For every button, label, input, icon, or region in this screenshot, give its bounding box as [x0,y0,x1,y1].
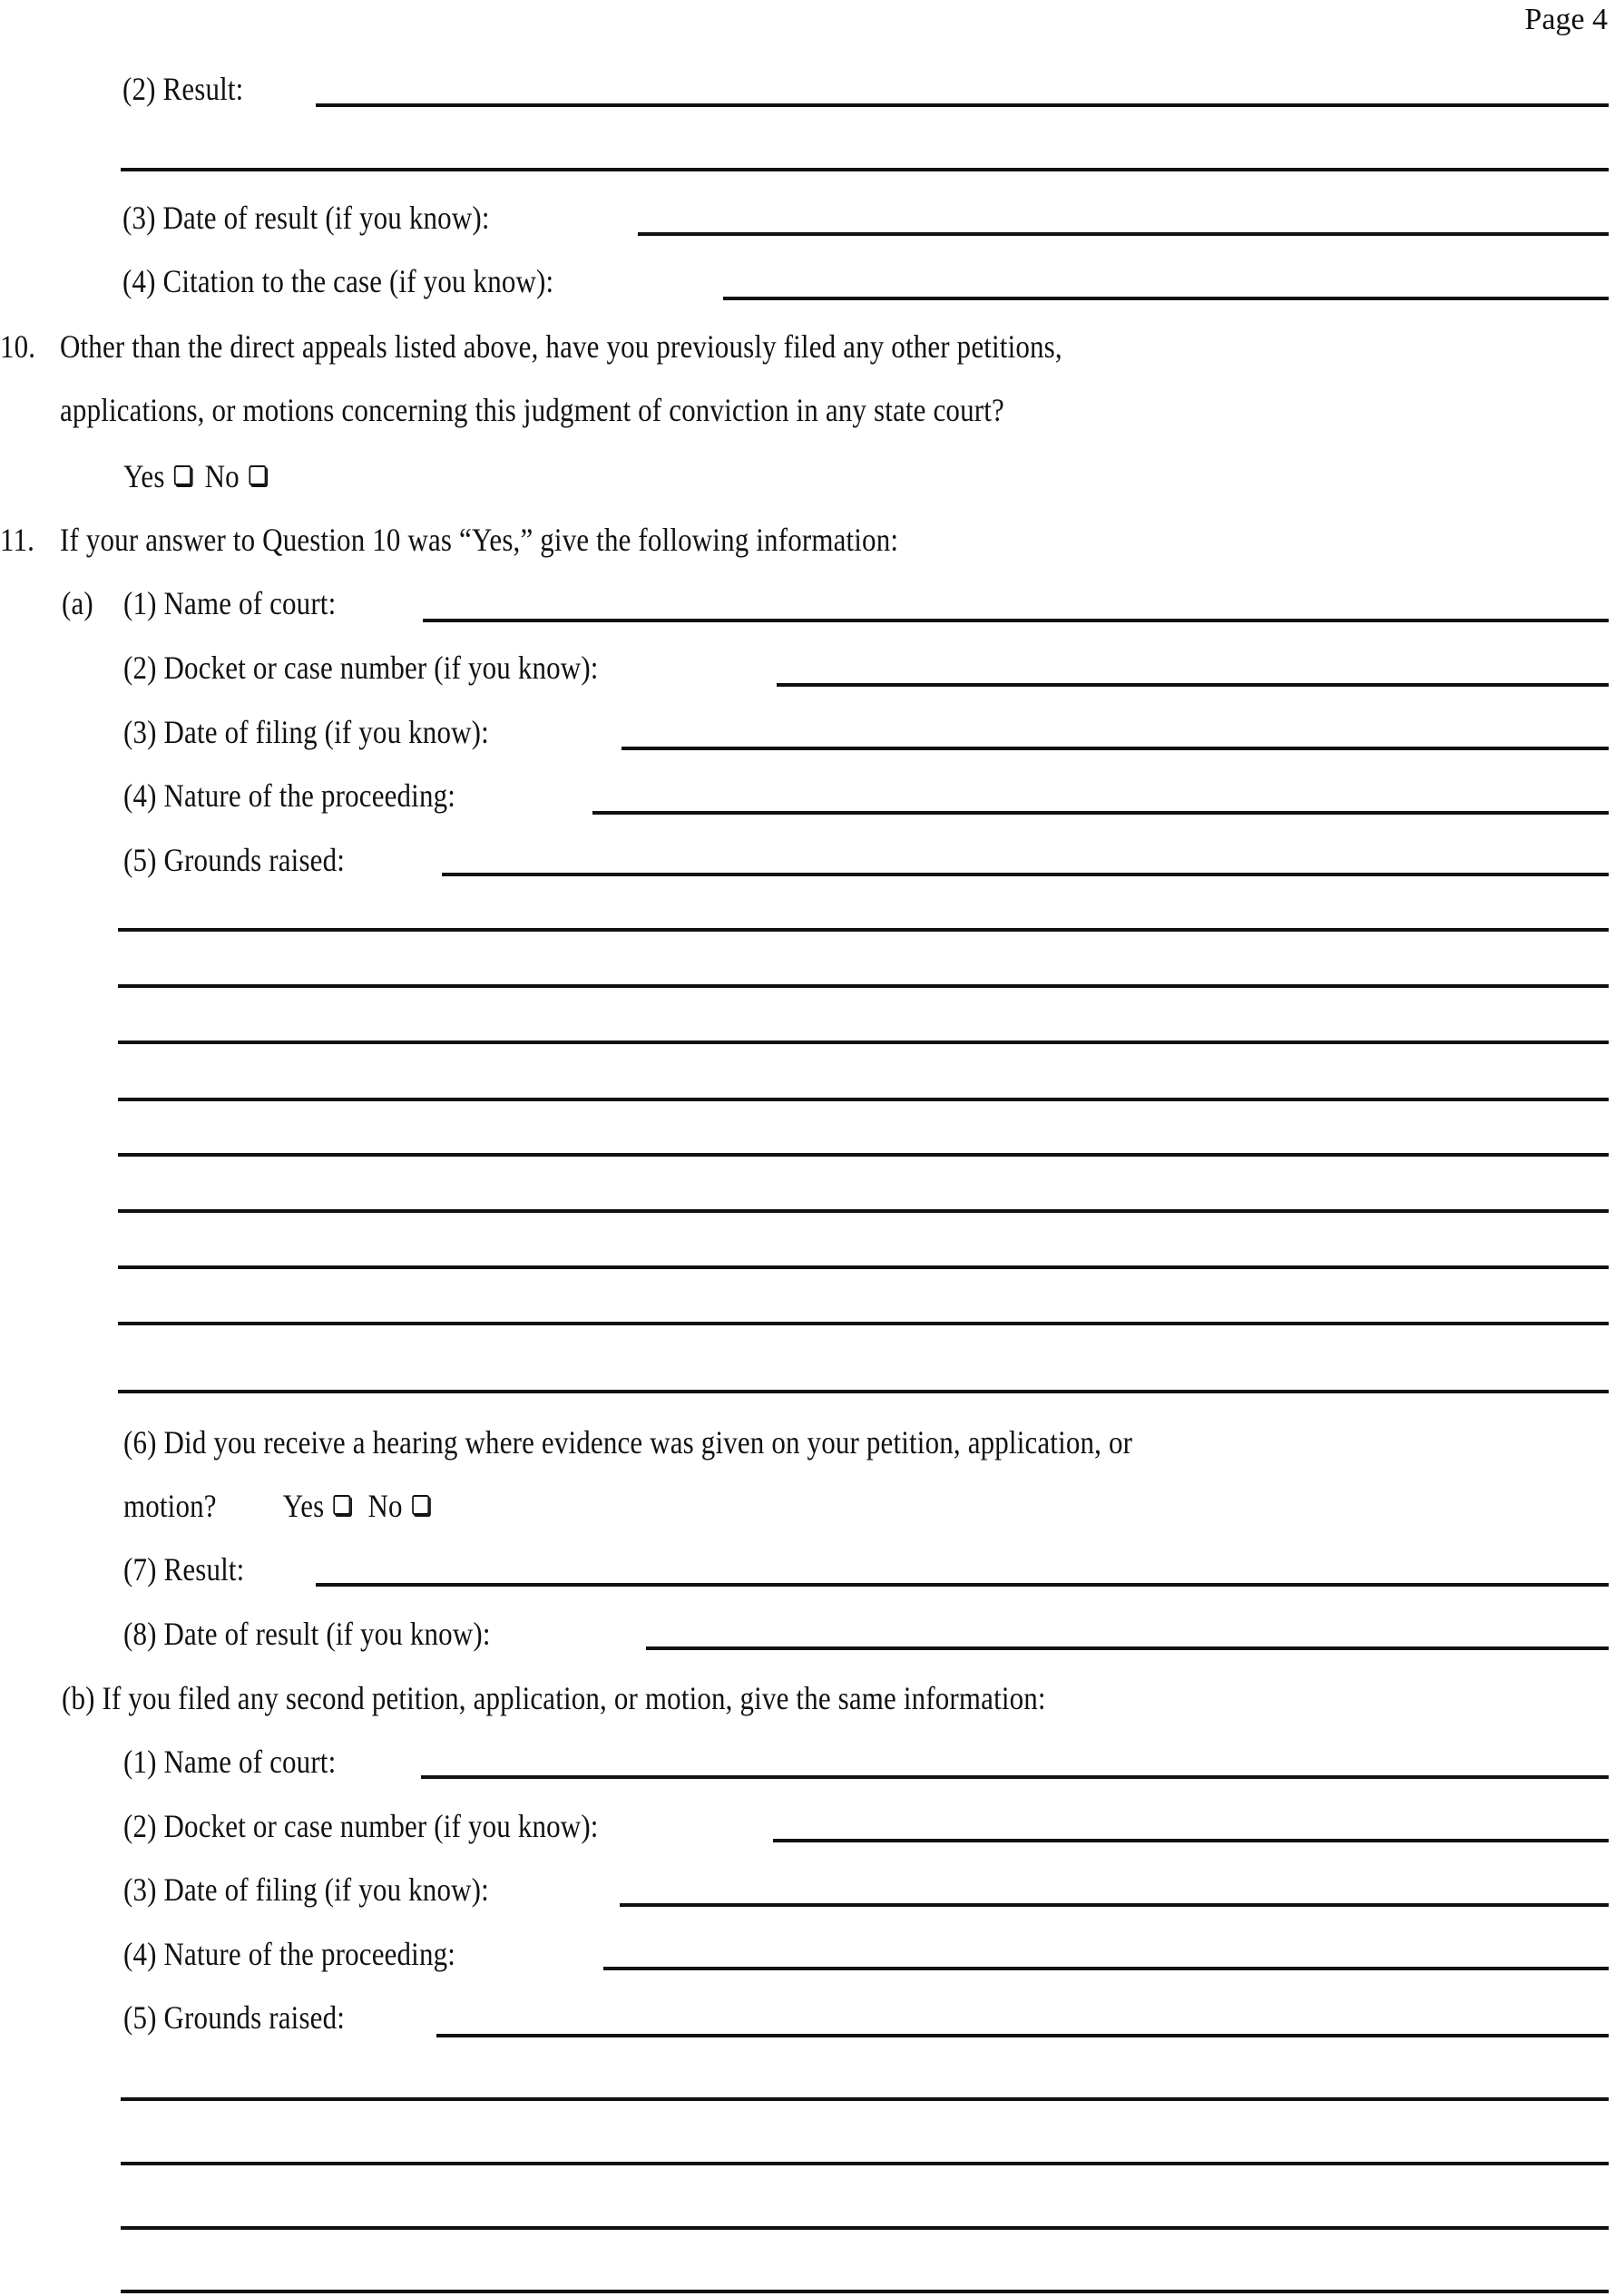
a-grounds-line[interactable] [118,1098,1609,1101]
citation-label: (4) Citation to the case (if you know): [122,263,554,299]
result-field[interactable] [316,103,1609,107]
a-grounds-line[interactable] [118,1265,1609,1269]
q10-number: 10. [0,328,36,365]
a-date-result-label: (8) Date of result (if you know): [123,1616,491,1652]
q10-text-line1: Other than the direct appeals listed above, have you previously filed any other petitions, [60,328,1062,365]
a-grounds-label: (5) Grounds raised: [123,842,346,878]
a-result-label: (7) Result: [123,1551,245,1588]
b-court-field[interactable] [421,1775,1609,1779]
b-grounds-line[interactable] [121,2097,1609,2101]
b-nature-field[interactable] [603,1967,1609,1970]
q10-options [123,458,272,494]
b-grounds-line[interactable] [121,2162,1609,2165]
a-court-field[interactable] [423,619,1609,622]
b-grounds-field[interactable] [436,2034,1609,2037]
b-filing-field[interactable] [620,1903,1609,1907]
a-nature-field[interactable] [592,811,1609,815]
q10-yes-label: Yes [123,458,165,494]
q10-yes-checkbox[interactable] [174,465,191,485]
date-of-result-field[interactable] [638,232,1609,236]
a-nature-label: (4) Nature of the proceeding: [123,777,456,814]
a-docket-field[interactable] [777,683,1609,687]
q10-no-label: No [204,458,240,494]
a-hearing-no-checkbox[interactable] [412,1495,429,1515]
b-docket-field[interactable] [773,1839,1609,1842]
a-hearing-yes-checkbox[interactable] [334,1495,351,1515]
b-nature-label: (4) Nature of the proceeding: [123,1936,456,1972]
a-hearing-line2-group [123,1488,436,1524]
result-label: (2) Result: [122,71,244,107]
a-date-result-field[interactable] [646,1646,1609,1650]
b-court-label: (1) Name of court: [123,1744,337,1780]
a-grounds-line[interactable] [118,984,1609,988]
a-court-label: (1) Name of court: [123,585,337,621]
q10-no-checkbox[interactable] [249,465,266,485]
a-hearing-no-label: No [367,1488,403,1524]
b-intro: (b) If you filed any second petition, application, or motion, give the same information: [62,1680,1046,1716]
a-grounds-field[interactable] [442,873,1609,876]
b-docket-label: (2) Docket or case number (if you know): [123,1808,599,1844]
q10-text-line2: applications, or motions concerning this judgment of conviction in any state court? [60,392,1004,428]
page-number: Page 4 [1524,3,1608,36]
a-docket-label: (2) Docket or case number (if you know): [123,650,599,686]
a-grounds-line[interactable] [118,1153,1609,1157]
b-filing-label: (3) Date of filing (if you know): [123,1871,489,1908]
a-grounds-line[interactable] [118,1041,1609,1044]
date-of-result-label: (3) Date of result (if you know): [122,200,490,236]
a-hearing-yes-label: Yes [282,1488,325,1524]
a-grounds-line[interactable] [118,1390,1609,1393]
q11-number: 11. [0,522,35,558]
a-hearing-line1: (6) Did you receive a hearing where evidence was given on your petition, application, or [123,1424,1133,1461]
b-grounds-line[interactable] [121,2226,1609,2230]
q11-text: If your answer to Question 10 was “Yes,” give the following information: [60,522,899,558]
citation-field[interactable] [723,297,1609,300]
a-grounds-line[interactable] [118,1322,1609,1325]
a-filing-field[interactable] [622,747,1609,750]
b-grounds-label: (5) Grounds raised: [123,1999,346,2036]
b-grounds-line[interactable] [121,2290,1609,2293]
a-filing-label: (3) Date of filing (if you know): [123,714,489,750]
result-field-continued[interactable] [121,168,1609,171]
a-grounds-line[interactable] [118,928,1609,932]
a-hearing-line2: motion? [123,1488,217,1524]
a-result-field[interactable] [316,1583,1609,1587]
a-grounds-line[interactable] [118,1209,1609,1213]
section-a-marker: (a) [62,585,93,621]
